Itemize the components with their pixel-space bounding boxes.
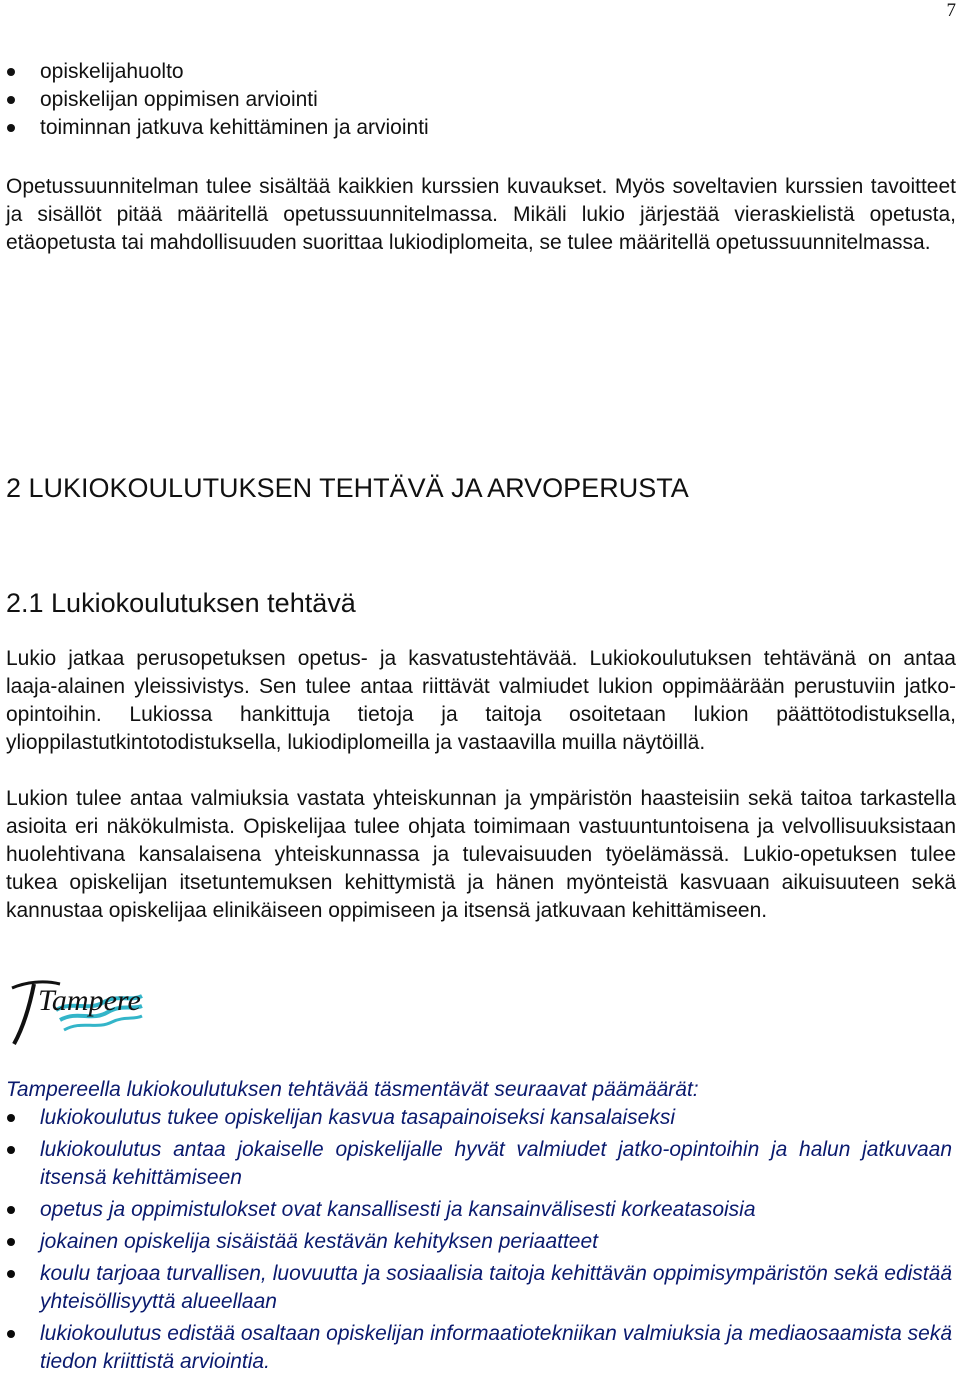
list-item: opiskelijahuolto [0, 58, 956, 86]
list-item: toiminnan jatkuva kehittäminen ja arviointi [0, 114, 956, 142]
paragraph-goals: Lukion tulee antaa valmiuksia vastata yhteiskunnan ja ympäristön haasteisiin sekä taitoa tarkastella asioita eri näkökulmista. Opiskelijaa tulee ohjata toimimaan vastuuntuntoisena ja velvollisuuksistaan huolehtivana kansalaisena yhteiskunnassa ja tulevaisuuden työelämässä. Lukio-opetuksen tulee tukea opiskelijan itsetuntemuksen kehittymistä ja hänen myönteistä kasvuaan aikuisuuteen sekä kannustaa opiskelijaa elinikäiseen oppimiseen ja itsensä jatkuvaan kehittämiseen. [6, 787, 956, 922]
tampere-logo [4, 966, 144, 1050]
paragraph-curriculum: Opetussuunnitelman tulee sisältää kaikkien kurssien kuvaukset. Myös soveltavien kurssien tavoitteet ja sisällöt pitää määritellä opetussuunnitelmassa. Mikäli lukio järjestää vieraskielistä opetusta, etäopetusta tai mahdollisuuden suorittaa lukiodiplomeita, se tulee määritellä opetussuunnitelmassa. [6, 175, 956, 254]
list-item: opiskelijan oppimisen arviointi [0, 86, 956, 114]
list-item: lukiokoulutus antaa jokaiselle opiskelijalle hyvät valmiudet jatko-opintoihin ja halun jatkuvaan itsensä kehittämiseen [0, 1136, 956, 1192]
list-item: lukiokoulutus edistää osaltaan opiskelijan informaatiotekniikan valmiuksia ja mediaosaamista sekä tiedon kriittistä arviointia. [0, 1320, 956, 1376]
subsection-heading: 2.1 Lukiokoulutuksen tehtävä [6, 588, 356, 618]
paragraph-task: Lukio jatkaa perusopetuksen opetus- ja kasvatustehtävää. Lukiokoulutuksen tehtävänä on antaa laaja-alainen yleissivistys. Sen tulee antaa riittävät valmiudet lukion oppimäärään perustuviin jatko-opintoihin. Lukiossa hankittuja tietoja ja taitoja osoitetaan lukion päättötodistuksella, ylioppilastutkintotodistuksella, lukiodiplomeilla ja vastaavilla muilla näytöillä. [6, 647, 956, 754]
list-item: jokainen opiskelija sisäistää kestävän kehityksen periaatteet [0, 1228, 956, 1256]
list-item: koulu tarjoaa turvallisen, luovuutta ja sosiaalisia taitoja kehittävän oppimisympäristön sekä edistää yhteisöllisyyttä alueellaan [0, 1260, 956, 1316]
logo-wordmark: Tampere [38, 984, 141, 1017]
page-number: 7 [946, 0, 956, 21]
tampere-intro: Tampereella lukiokoulutuksen tehtävää täsmentävät seuraavat päämäärät: [6, 1078, 699, 1101]
list-item: opetus ja oppimistulokset ovat kansallisesti ja kansainvälisesti korkeatasoisia [0, 1196, 956, 1224]
list-item: lukiokoulutus tukee opiskelijan kasvua tasapainoiseksi kansalaiseksi [0, 1104, 956, 1132]
tampere-goals-list [0, 1104, 956, 1376]
section-heading: 2 LUKIOKOULUTUKSEN TEHTÄVÄ JA ARVOPERUSTA [6, 473, 689, 503]
top-bullet-list [0, 58, 956, 142]
